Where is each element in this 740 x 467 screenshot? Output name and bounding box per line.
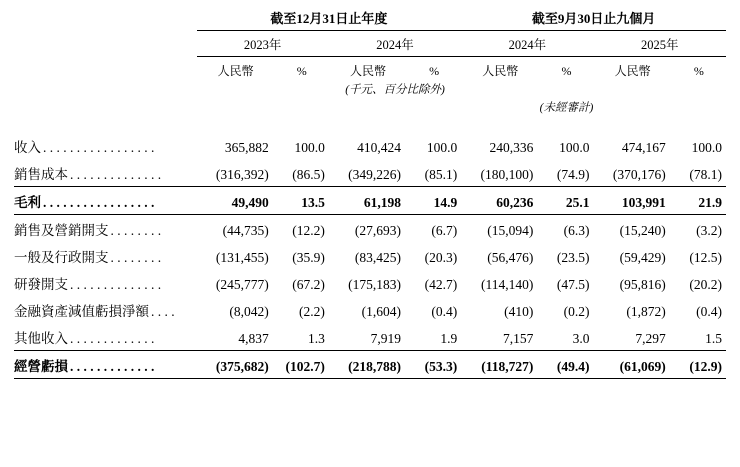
cell-percent: (35.9) (292, 249, 325, 265)
cell-value: (83,425) (354, 249, 402, 265)
cell-value: (95,816) (619, 276, 666, 292)
cell-percent: (2.2) (298, 303, 325, 319)
header-sub-row (14, 57, 726, 81)
cell-value: (245,777) (215, 276, 269, 292)
header-sub-currency-1: 人民幣 (217, 64, 254, 78)
header-spacer-b (275, 80, 329, 98)
cell-percent: (74.9) (556, 166, 590, 182)
header-spacer-h (275, 98, 329, 116)
cell-percent: 1.5 (705, 330, 722, 346)
cell-value: 410,424 (357, 139, 402, 155)
cell-percent: 1.3 (307, 330, 325, 346)
cell-percent: (20.3) (424, 249, 458, 265)
header-spacer-c (461, 80, 539, 98)
cell-value: 49,490 (197, 187, 275, 215)
cell-percent: (12.2) (292, 222, 325, 238)
leader-dots: . . . . . . . . . . . . . . . . . (43, 139, 155, 155)
row-label (14, 159, 197, 187)
header-sub-currency-2: 人民幣 (349, 64, 386, 78)
cell-percent: (12.9) (672, 351, 726, 379)
cell-value: (175,183) (348, 276, 402, 292)
cell-percent: (0.4) (696, 303, 722, 319)
table-body (14, 132, 726, 379)
table-row (14, 269, 726, 296)
cell-value: 7,297 (635, 330, 666, 346)
header-year-2024: 2024年 (329, 31, 461, 57)
cell-value: (1,872) (626, 303, 666, 319)
table-row (14, 242, 726, 269)
cell-value: 365,882 (224, 139, 269, 155)
header-sub-currency-3: 人民幣 (482, 64, 519, 78)
table-row (14, 132, 726, 159)
cell-value: (1,604) (361, 303, 402, 319)
cell-value: (131,455) (215, 249, 269, 265)
row-label-text: 研發開支 (14, 276, 68, 292)
cell-value: (27,693) (354, 222, 402, 238)
row-label-text: 金融資產減值虧損淨額 (14, 303, 149, 319)
cell-value: (44,735) (222, 222, 269, 238)
header-spacer-g (197, 98, 275, 116)
row-label (14, 296, 197, 323)
header-group-ninemonth: 截至9月30日止九個月 (461, 8, 726, 31)
row-label (14, 269, 197, 296)
leader-dots: . . . . . . . . (110, 249, 162, 265)
unit-note: (千元、百分比除外) (345, 84, 445, 96)
cell-percent: 25.1 (539, 187, 593, 215)
cell-percent: 1.9 (440, 330, 458, 346)
leader-dots: . . . . (151, 303, 175, 319)
header-spacer-a (197, 80, 275, 98)
cell-percent: (85.1) (424, 166, 458, 182)
cell-value: (61,069) (594, 351, 672, 379)
cell-percent: (6.7) (431, 222, 458, 238)
cell-value: (15,240) (619, 222, 666, 238)
table-row (14, 323, 726, 351)
leader-dots: . . . . . . . . (110, 222, 162, 238)
cell-value: (180,100) (480, 166, 534, 182)
financial-table (14, 8, 726, 379)
cell-percent: (53.3) (407, 351, 461, 379)
cell-percent: 3.0 (572, 330, 590, 346)
cell-percent: (42.7) (424, 276, 458, 292)
header-year-2023: 2023年 (197, 31, 329, 57)
cell-percent: (0.2) (563, 303, 590, 319)
cell-percent: 100.0 (426, 139, 458, 155)
cell-percent: (23.5) (556, 249, 590, 265)
cell-value: (349,226) (348, 166, 402, 182)
cell-percent: (12.5) (689, 249, 722, 265)
cell-value: (56,476) (487, 249, 534, 265)
cell-value: 4,837 (238, 330, 269, 346)
header-spacer-e (594, 80, 672, 98)
cell-percent: (47.5) (556, 276, 590, 292)
cell-value: (370,176) (612, 166, 666, 182)
header-corner-4 (14, 80, 197, 98)
cell-percent: (102.7) (275, 351, 329, 379)
spacer-cell (14, 116, 726, 132)
row-label-text: 其他收入 (14, 330, 68, 346)
row-label (14, 187, 197, 215)
cell-percent: 100.0 (559, 139, 590, 155)
header-bottom-spacer (14, 116, 726, 132)
cell-value: (410) (504, 303, 534, 319)
cell-value: (59,429) (619, 249, 666, 265)
cell-value: (316,392) (215, 166, 269, 182)
header-sub-percent-1: % (296, 64, 307, 78)
header-spacer-f (672, 80, 726, 98)
cell-value: 7,919 (370, 330, 402, 346)
header-group-annual: 截至12月31日止年度 (197, 8, 462, 31)
header-group-row (14, 8, 726, 31)
cell-percent: (86.5) (292, 166, 325, 182)
cell-percent: (3.2) (696, 222, 722, 238)
table-row (14, 296, 726, 323)
cell-value: (114,140) (481, 276, 534, 292)
unaudited-note: (未經審計) (539, 102, 594, 114)
header-sub-percent-3: % (561, 64, 572, 78)
row-label-text: 收入 (14, 139, 41, 155)
header-unaudited-row (14, 98, 726, 116)
cell-value: 60,236 (461, 187, 539, 215)
row-label-text: 銷售成本 (14, 166, 68, 182)
cell-value: (15,094) (487, 222, 534, 238)
cell-percent: (20.2) (689, 276, 722, 292)
table-row (14, 215, 726, 243)
table-row-gross-profit (14, 187, 726, 215)
header-sub-percent-2: % (429, 64, 440, 78)
leader-dots: . . . . . . . . . . . . . (70, 330, 155, 346)
header-sub-percent-4: % (693, 64, 704, 78)
header-spacer-i (329, 98, 407, 116)
header-year-row (14, 31, 726, 57)
header-corner-3 (14, 57, 197, 81)
header-corner (14, 8, 197, 31)
header-corner-2 (14, 31, 197, 57)
cell-percent: 14.9 (407, 187, 461, 215)
cell-value: 474,167 (621, 139, 666, 155)
cell-value: 7,157 (503, 330, 534, 346)
cell-percent: (67.2) (292, 276, 325, 292)
cell-percent: (6.3) (563, 222, 590, 238)
header-spacer-j (407, 98, 461, 116)
header-year-2024-9m: 2024年 (461, 31, 593, 57)
cell-percent: 13.5 (275, 187, 329, 215)
row-label-text: 銷售及營銷開支 (14, 222, 109, 238)
cell-value: 240,336 (489, 139, 534, 155)
cell-percent: (49.4) (539, 351, 593, 379)
cell-percent: (0.4) (431, 303, 458, 319)
cell-percent: 100.0 (691, 139, 722, 155)
row-label (14, 132, 197, 159)
cell-value: (118,727) (461, 351, 539, 379)
row-label (14, 242, 197, 269)
leader-dots: . . . . . . . . . . . . . . (70, 276, 162, 292)
leader-dots: . . . . . . . . . . . . . . (70, 166, 162, 182)
leader-dots: . . . . . . . . . . . . . . . . . (43, 194, 155, 210)
row-label-text: 一般及行政開支 (14, 249, 109, 265)
row-label-text: 毛利 (14, 194, 41, 210)
cell-value: 103,991 (594, 187, 672, 215)
leader-dots: . . . . . . . . . . . . . (70, 358, 155, 374)
header-unit-note-row (14, 80, 726, 98)
header-spacer-k (672, 98, 726, 116)
row-label (14, 323, 197, 351)
cell-value: (375,682) (197, 351, 275, 379)
row-label-text: 經營虧損 (14, 358, 68, 374)
cell-percent: (78.1) (689, 166, 722, 182)
header-spacer-d (539, 80, 593, 98)
cell-percent: 100.0 (294, 139, 325, 155)
row-label (14, 351, 197, 379)
header-sub-currency-4: 人民幣 (614, 64, 651, 78)
cell-value: (218,788) (329, 351, 407, 379)
cell-value: 61,198 (329, 187, 407, 215)
table-row-operating-loss (14, 351, 726, 379)
cell-value: (8,042) (229, 303, 269, 319)
header-corner-5 (14, 98, 197, 116)
row-label (14, 215, 197, 243)
header-year-2025-9m: 2025年 (594, 31, 726, 57)
table-header (14, 8, 726, 132)
cell-percent: 21.9 (672, 187, 726, 215)
table-row (14, 159, 726, 187)
